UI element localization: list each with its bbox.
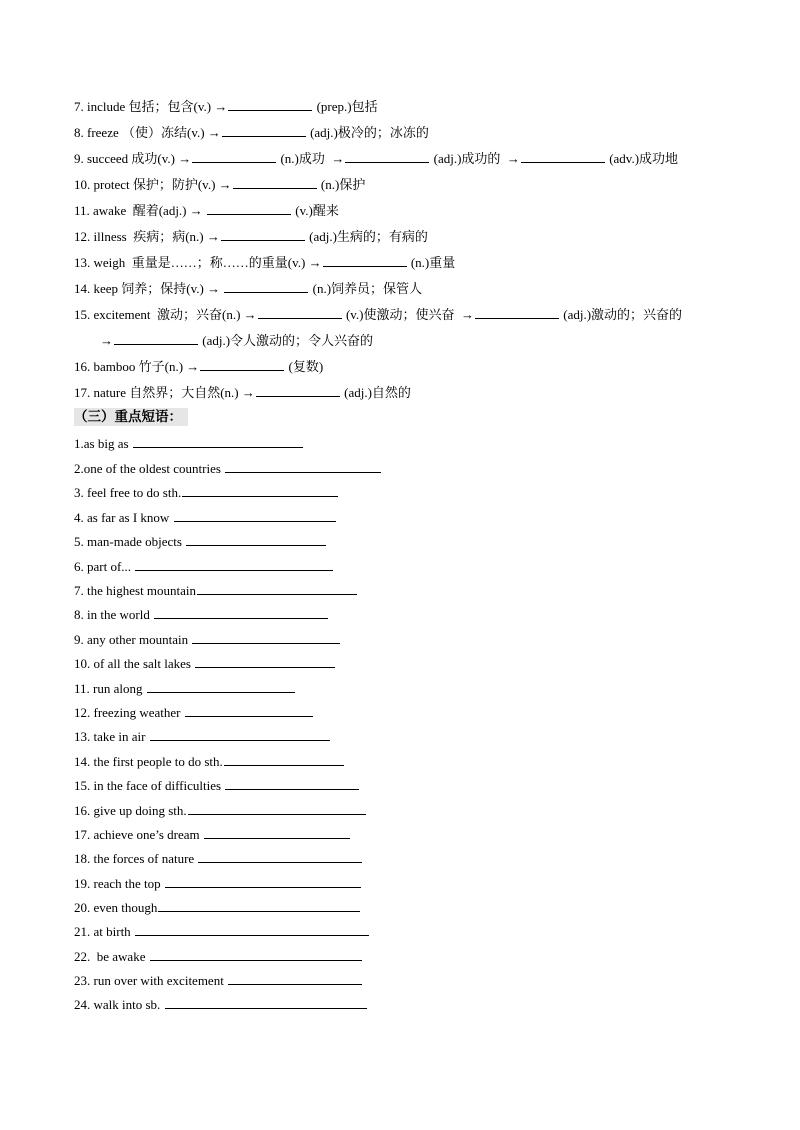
phrase-item xyxy=(74,459,382,478)
answer-blank[interactable] xyxy=(192,149,276,163)
phrase-item xyxy=(74,752,345,771)
phrase-item xyxy=(74,849,363,868)
answer-blank[interactable] xyxy=(114,331,198,345)
phrase-item xyxy=(74,508,337,527)
word-form-text: (adv.)成功地 xyxy=(605,151,679,166)
answer-blank[interactable] xyxy=(228,97,312,111)
word-form-text: 15. excitement 激动；兴奋(n.) → xyxy=(74,307,257,322)
word-form-text: 13. weigh 重量是……；称……的重量(v.) → xyxy=(74,255,322,270)
answer-blank[interactable] xyxy=(224,752,344,766)
word-form-15 xyxy=(74,305,682,324)
answer-blank[interactable] xyxy=(224,279,308,293)
word-form-11 xyxy=(74,201,339,220)
word-form-text: (adj.)令人激动的；令人兴奋的 xyxy=(199,333,374,348)
word-form-17 xyxy=(74,383,411,402)
word-form-9 xyxy=(74,149,678,168)
word-form-text: (adj.)激动的；兴奋的 xyxy=(560,307,683,322)
phrase-item xyxy=(74,434,304,453)
answer-blank[interactable] xyxy=(147,679,295,693)
phrase-item xyxy=(74,703,314,722)
phrase-text: 15. in the face of difficulties xyxy=(74,778,222,793)
phrase-item xyxy=(74,532,327,551)
phrase-item xyxy=(74,995,368,1014)
word-form-text: (n.)保护 xyxy=(317,177,366,192)
phrase-text: 23. run over with excitement xyxy=(74,973,224,988)
answer-blank[interactable] xyxy=(221,227,305,241)
word-form-text: → xyxy=(100,333,113,348)
phrase-text: 6. part of... xyxy=(74,559,132,574)
phrase-text: 22. be awake xyxy=(74,949,146,964)
phrase-text: 2.one of the oldest countries xyxy=(74,461,221,476)
answer-blank[interactable] xyxy=(186,532,326,546)
phrase-item xyxy=(74,630,341,649)
phrase-item xyxy=(74,557,334,576)
phrase-item xyxy=(74,581,358,600)
answer-blank[interactable] xyxy=(135,557,333,571)
answer-blank[interactable] xyxy=(185,703,313,717)
phrase-text: 14. the first people to do sth. xyxy=(74,754,223,769)
answer-blank[interactable] xyxy=(475,305,559,319)
phrase-text: 17. achieve one’s dream xyxy=(74,827,200,842)
word-form-8 xyxy=(74,123,429,142)
phrase-item xyxy=(74,874,362,893)
word-form-text: 10. protect 保护；防护(v.) → xyxy=(74,177,232,192)
answer-blank[interactable] xyxy=(207,201,291,215)
answer-blank[interactable] xyxy=(182,483,338,497)
word-form-text: (adj.)生病的；有病的 xyxy=(305,229,428,244)
answer-blank[interactable] xyxy=(225,776,359,790)
phrase-text: 11. run along xyxy=(74,681,143,696)
phrase-item xyxy=(74,801,367,820)
phrase-text: 16. give up doing sth. xyxy=(74,803,187,818)
answer-blank[interactable] xyxy=(521,149,605,163)
phrase-text: 21. at birth xyxy=(74,924,131,939)
phrase-text: 4. as far as I know xyxy=(74,510,170,525)
word-form-text: 8. freeze （使）冻结(v.) → xyxy=(74,125,221,140)
answer-blank[interactable] xyxy=(345,149,429,163)
word-form-text: (复数) xyxy=(285,359,324,374)
answer-blank[interactable] xyxy=(323,253,407,267)
word-form-text: 9. succeed 成功(v.) → xyxy=(74,151,192,166)
answer-blank[interactable] xyxy=(228,971,362,985)
phrase-text: 19. reach the top xyxy=(74,876,161,891)
phrase-text: 20. even though xyxy=(74,900,158,915)
phrase-item xyxy=(74,654,336,673)
answer-blank[interactable] xyxy=(192,630,340,644)
phrase-item xyxy=(74,483,339,502)
phrase-item xyxy=(74,776,360,795)
phrase-item xyxy=(74,679,296,698)
word-form-text: (prep.)包括 xyxy=(313,99,378,114)
answer-blank[interactable] xyxy=(225,459,381,473)
answer-blank[interactable] xyxy=(150,947,362,961)
word-form-text: 12. illness 疾病；病(n.) → xyxy=(74,229,220,244)
word-form-10 xyxy=(74,175,365,194)
word-form-text: (n.)成功 → xyxy=(277,151,345,166)
word-form-text: 11. awake 醒着(adj.) → xyxy=(74,203,207,218)
answer-blank[interactable] xyxy=(222,123,306,137)
word-form-text: (v.)醒来 xyxy=(292,203,339,218)
answer-blank[interactable] xyxy=(188,801,366,815)
word-form-7 xyxy=(74,97,378,116)
word-form-text: 16. bamboo 竹子(n.) → xyxy=(74,359,200,374)
answer-blank[interactable] xyxy=(154,605,328,619)
phrase-item xyxy=(74,825,351,844)
answer-blank[interactable] xyxy=(158,898,360,912)
word-form-text: (n.)重量 xyxy=(407,255,456,270)
answer-blank[interactable] xyxy=(165,995,367,1009)
phrase-text: 8. in the world xyxy=(74,607,150,622)
phrase-item xyxy=(74,947,363,966)
word-form-text: 7. include 包括；包含(v.) → xyxy=(74,99,228,114)
phrase-text: 24. walk into sb. xyxy=(74,997,161,1012)
phrase-item xyxy=(74,727,331,746)
answer-blank[interactable] xyxy=(165,874,361,888)
answer-blank[interactable] xyxy=(174,508,336,522)
word-form-text: 17. nature 自然界；大自然(n.) → xyxy=(74,385,255,400)
word-form-15-continued xyxy=(100,331,373,350)
phrase-text: 13. take in air xyxy=(74,729,146,744)
phrase-text: 1.as big as xyxy=(74,436,129,451)
phrase-item xyxy=(74,898,361,917)
word-form-13 xyxy=(74,253,455,272)
answer-blank[interactable] xyxy=(204,825,350,839)
phrase-item xyxy=(74,922,370,941)
word-form-text: (adj.)成功的 → xyxy=(430,151,520,166)
phrase-text: 18. the forces of nature xyxy=(74,851,195,866)
answer-blank[interactable] xyxy=(198,849,362,863)
word-form-text: (adj.)自然的 xyxy=(340,385,411,400)
section-title-key-phrases: （三）重点短语： xyxy=(74,408,188,426)
answer-blank[interactable] xyxy=(150,727,330,741)
answer-blank[interactable] xyxy=(256,383,340,397)
word-form-text: 14. keep 饲养；保持(v.) → xyxy=(74,281,224,296)
phrase-text: 10. of all the salt lakes xyxy=(74,656,191,671)
answer-blank[interactable] xyxy=(197,581,357,595)
answer-blank[interactable] xyxy=(135,922,369,936)
answer-blank[interactable] xyxy=(195,654,335,668)
word-form-16 xyxy=(74,357,323,376)
answer-blank[interactable] xyxy=(233,175,317,189)
answer-blank[interactable] xyxy=(200,357,284,371)
phrase-text: 7. the highest mountain xyxy=(74,583,197,598)
word-form-text: (adj.)极冷的；冰冻的 xyxy=(306,125,429,140)
phrase-text: 12. freezing weather xyxy=(74,705,181,720)
answer-blank[interactable] xyxy=(133,434,303,448)
word-form-12 xyxy=(74,227,428,246)
phrase-text: 9. any other mountain xyxy=(74,632,189,647)
phrase-text: 3. feel free to do sth. xyxy=(74,485,182,500)
word-form-text: (n.)饲养员；保管人 xyxy=(309,281,423,296)
word-form-text: (v.)使激动；使兴奋 → xyxy=(342,307,475,322)
phrase-item xyxy=(74,605,329,624)
phrase-text: 5. man-made objects xyxy=(74,534,182,549)
word-form-14 xyxy=(74,279,422,298)
answer-blank[interactable] xyxy=(258,305,342,319)
phrase-item xyxy=(74,971,363,990)
